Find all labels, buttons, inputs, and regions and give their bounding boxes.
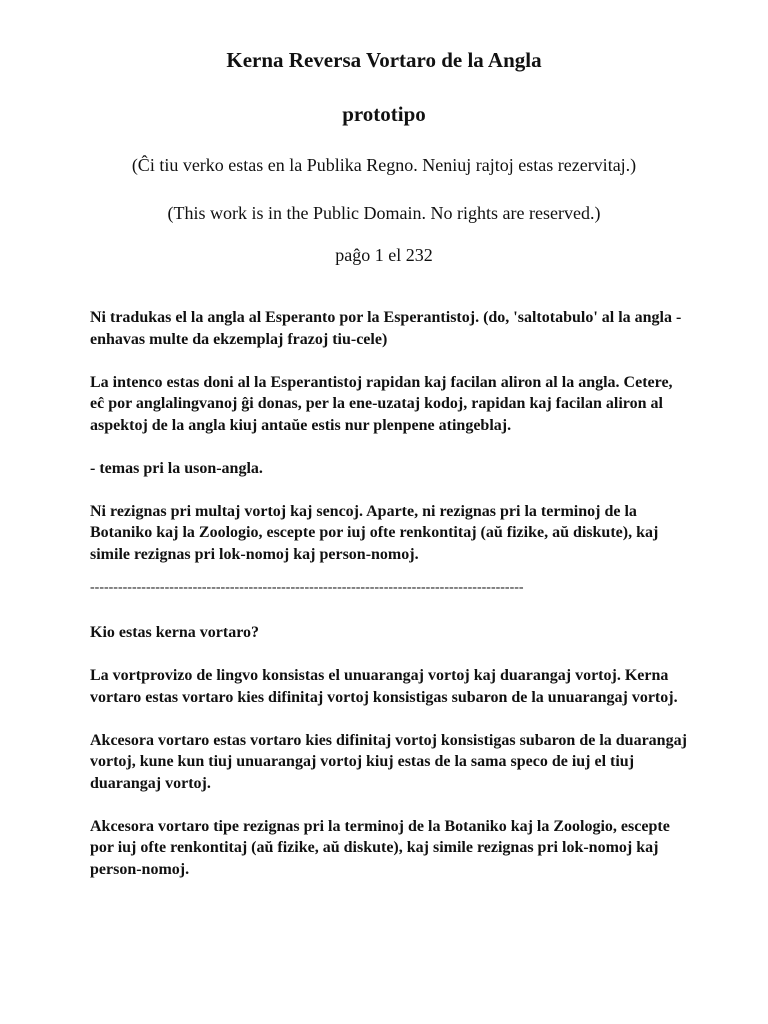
page-info: paĝo 1 el 232	[335, 245, 433, 265]
section-paragraph: Akcesora vortaro tipe rezignas pri la terminoj de la Botaniko kaj la Zoologio, escepte por iuj ofte renkontitaj (aŭ fizike, aŭ diskute), kaj simile rezignas pri lok-nomoj kaj person-nomoj.	[90, 817, 670, 878]
intro-paragraph: Ni rezignas pri multaj vortoj kaj sencoj. Aparte, ni rezignas pri la terminoj de la Botaniko kaj la Zoologio, escepte por iuj ofte renkontitaj (aŭ fizike, aŭ diskute), kaj simile rezignas pri lok-nomoj kaj person-nomoj.	[90, 502, 659, 563]
section-heading: Kio estas kerna vortaro?	[90, 624, 260, 641]
section-paragraph: La vortprovizo de lingvo konsistas el unuarangaj vortoj kaj duarangaj vortoj. Kerna vortaro estas vortaro kies difinitaj vortoj konsistigas subaron de la unuarangaj vortoj.	[90, 667, 678, 706]
intro-paragraph: Ni tradukas el la angla al Esperanto por la Esperantistoj. (do, 'saltotabulo' al la angla - enhavas multe da ekzemplaj frazoj tiu-cele)	[90, 309, 682, 348]
intro-paragraph: - temas pri la uson-angla.	[90, 459, 263, 477]
document-title: Kerna Reversa Vortaro de la Angla	[226, 48, 542, 72]
document-subtitle: prototipo	[342, 102, 426, 126]
section-paragraph: Akcesora vortaro estas vortaro kies difinitaj vortoj konsistigas subaron de la duarangaj vortoj, kune kun tiuj unuarangaj vortoj kiuj estas de la sama speco de iuj el tiuj duarangaj vortoj.	[90, 731, 687, 792]
intro-paragraph: La intenco estas doni al la Esperantistoj rapidan kaj facilan aliron al la angla. Cetere, eĉ por anglalingvanoj ĝi donas, per la ene-uzataj kodoj, rapidan kaj facilan aliron al aspektoj de la angla kiuj antaŭe estis nur plenpene atingeblaj.	[90, 373, 673, 434]
core-dictionary-section	[90, 622, 690, 902]
section-divider: ---------------------------------------------------------------------------------------------	[90, 580, 524, 595]
public-domain-notice-esperanto: (Ĉi tiu verko estas en la Publika Regno. Neniuj rajtoj estas rezervitaj.)	[131, 155, 637, 175]
public-domain-notice-english: (This work is in the Public Domain. No rights are reserved.)	[167, 203, 601, 223]
intro-section	[90, 307, 690, 587]
